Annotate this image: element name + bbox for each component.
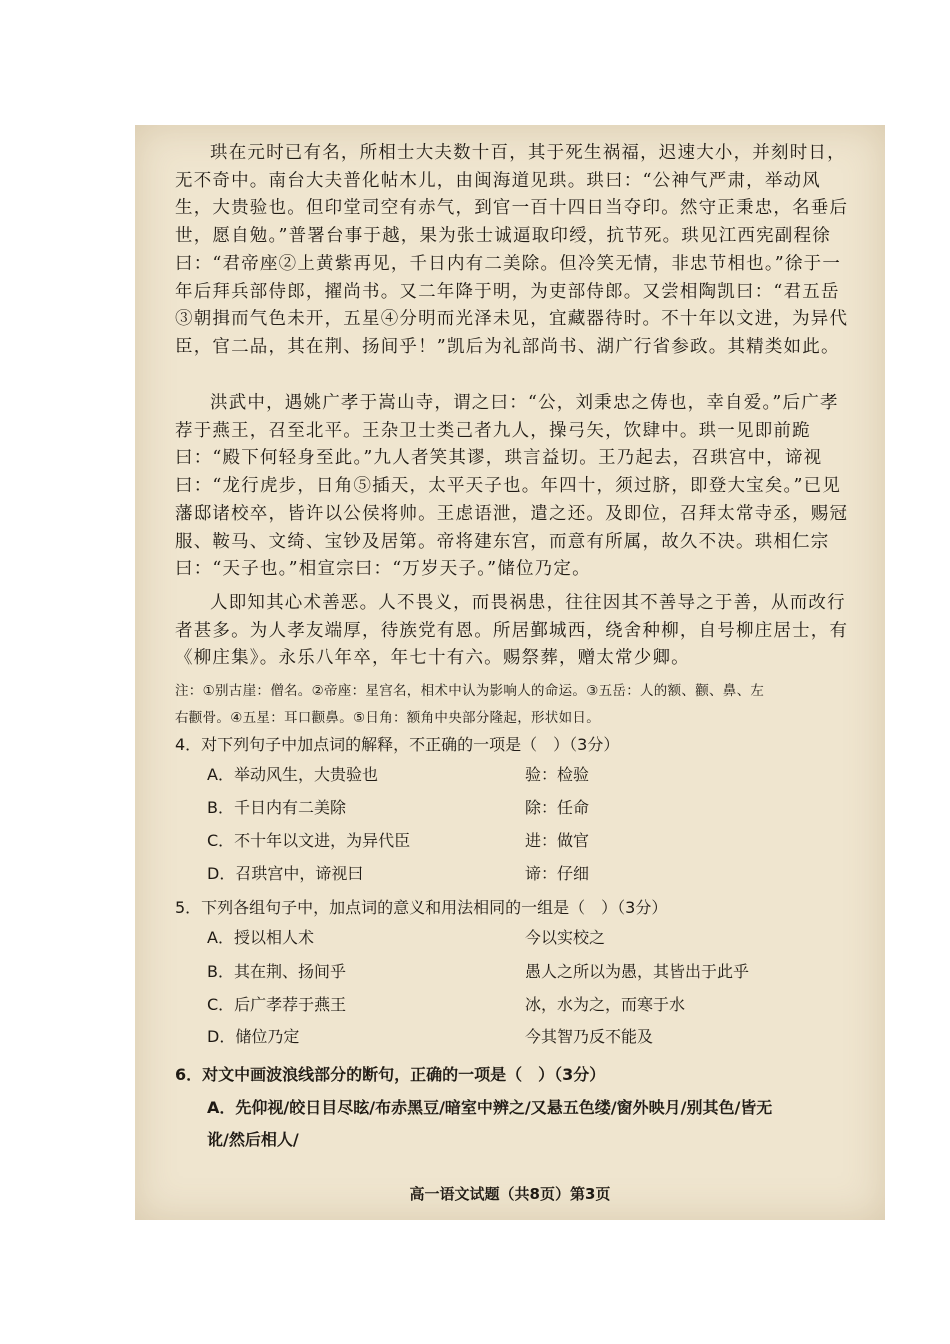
passage-paragraph-2 (175, 390, 855, 584)
note-line-2: 右颧骨。④五星：耳口颧鼻。⑤日角：额角中央部分隆起，形状如日。 (175, 710, 601, 726)
passage-text-1: 珙在元时已有名，所相士大夫数十百，其于死生祸福，迟速大小，并刻时日，无不奇中。南台大夫普化帖木儿，由闽海道见珙。珙曰：“公神气严肃，举动风生，大贵验也。但印堂司空有赤气，到官一百十四日当夺印。然守正秉忠，名垂后世，愿自勉。”普署台事于越，果为张士诚逼取印绶，抗节死。珙见江西宪副程徐曰：“君帝座②上黄紫再见，千日内有二美除。但冷笑无情，非忠节相也。”徐于一年后拜兵部侍郎，擢尚书。又二年降于明，为吏部侍郎。又尝相陶凯曰：“君五岳③朝揖而气色未开，五星④分明而光泽未见，宜藏器待时。不十年以文进，为异代臣，官二品，其在荆、扬间乎！”凯后为礼部尚书、湖广行省参政。其精类如此。 (175, 143, 849, 357)
question-4-stem: 4．对下列句子中加点词的解释，不正确的一项是（ ）（3分） (175, 735, 620, 754)
passage-paragraph-3 (175, 590, 855, 673)
option-sentence: A．授以相人术 (207, 928, 314, 947)
option-explanation: 进：做官 (525, 831, 590, 850)
option-explanation: 除：任命 (525, 798, 590, 817)
option-explanation: 谛：仔细 (525, 864, 590, 883)
question-6-stem: 6．对文中画波浪线部分的断句，正确的一项是（ ）（3分） (175, 1065, 606, 1084)
option-compare-sentence: 冰，水为之，而寒于水 (525, 995, 686, 1014)
passage-text-3: 人即知其心术善恶。人不畏义，而畏祸患，往往因其不善导之于善，从而改行者甚多。为人孝友端厚，待族党有恩。所居鄞城西，绕舍种柳，自号柳庄居士，有《柳庄集》。永乐八年卒，年七十有六。赐祭葬，赠太常少卿。 (175, 593, 849, 669)
option-compare-sentence: 愚人之所以为愚，其皆出于此乎 (525, 962, 750, 981)
option-sentence: B．千日内有二美除 (207, 798, 346, 817)
option-sentence: C．不十年以文进，为异代臣 (207, 831, 411, 850)
exam-page (135, 125, 885, 1220)
option-text: 讹/然后相人/ (207, 1130, 299, 1149)
note-line-1: 注：①别古崖：僧名。②帝座：星宫名，相术中认为影响人的命运。③五岳：人的额、颧、鼻、左 (175, 683, 765, 699)
option-sentence: B．其在荆、扬间乎 (207, 962, 346, 981)
option-compare-sentence: 今以实校之 (525, 928, 606, 947)
option-sentence: A．举动风生，大贵验也 (207, 765, 378, 784)
annotation-notes (175, 678, 865, 732)
option-explanation: 验：检验 (525, 765, 590, 784)
passage-paragraph-1 (175, 140, 855, 362)
passage-text-2: 洪武中，遇姚广孝于嵩山寺，谓之曰：“公，刘秉忠之俦也，幸自爱。”后广孝荐于燕王，召至北平。王杂卫士类己者九人，操弓矢，饮肆中。珙一见即前跪曰：“殿下何轻身至此。”九人者笑其谬，珙言益切。王乃起去，召珙宫中，谛视曰：“龙行虎步，日角⑤插天，太平天子也。年四十，须过脐，即登大宝矣。”已见藩邸诸校卒，皆许以公侯将帅。王虑语泄，遣之还。及即位，召拜太常寺丞，赐冠服、鞍马、文绮、宝钞及居第。帝将建东宫，而意有所属，故久不决。珙相仁宗曰：“天子也。”相宣宗曰：“万岁天子。”储位乃定。 (175, 393, 849, 580)
question-6-option-a-line-1 (207, 1093, 867, 1123)
option-sentence: D．储位乃定 (207, 1027, 300, 1046)
option-sentence: C．后广孝荐于燕王 (207, 995, 347, 1014)
option-sentence: D．召珙宫中，谛视曰 (207, 864, 364, 883)
question-5-stem: 5．下列各组句子中，加点词的意义和用法相同的一组是（ ）（3分） (175, 898, 668, 917)
question-6-option-a-line-2 (207, 1125, 867, 1155)
page-footer: 高一语文试题（共8页）第3页 (409, 1185, 611, 1203)
option-compare-sentence: 今其智乃反不能及 (525, 1027, 654, 1046)
option-text: A．先仰视/皎日目尽眩/布赤黑豆/暗室中辨之/又悬五色缕/窗外映月/别其色/皆无 (207, 1098, 773, 1117)
